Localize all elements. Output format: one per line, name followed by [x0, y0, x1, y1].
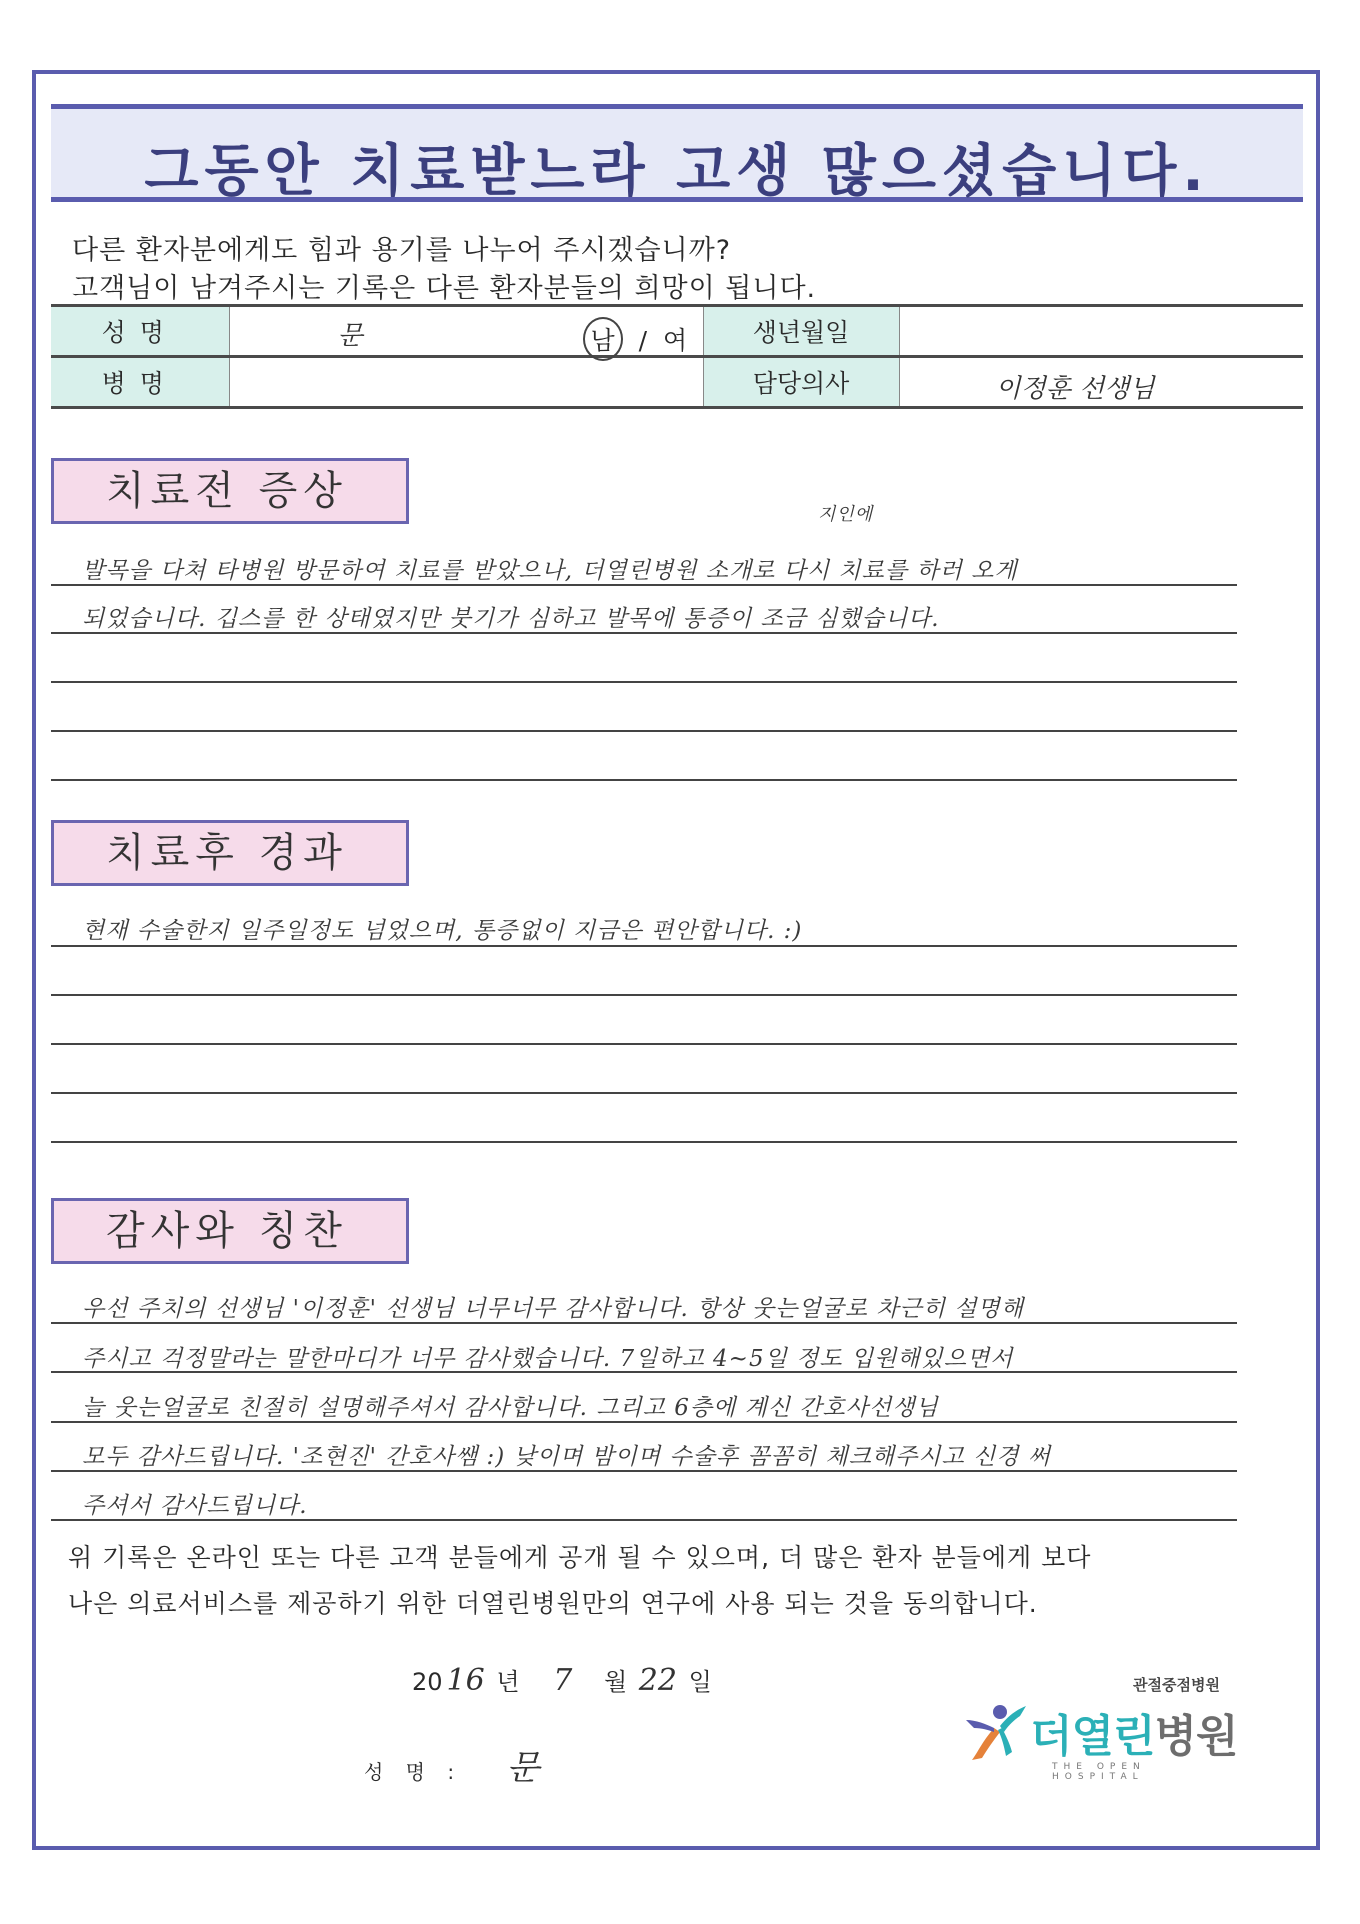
signature-value: 문: [506, 1748, 540, 1788]
signature-row: [364, 1740, 539, 1789]
rule: [51, 632, 1237, 634]
rule: [51, 779, 1237, 781]
thanks-line-4: 모두 감사드립니다. '조현진' 간호사쌤 :) 낮이며 밤이며 수술후 꼼꼼히 체크해주시고 신경 써: [82, 1444, 1051, 1470]
page-title: 그동안 치료받느라 고생 많으셨습니다.: [144, 139, 1210, 204]
after-line-1: 현재 수술한지 일주일정도 넘었으며, 통증없이 지금은 편안합니다. :): [82, 918, 803, 944]
consent-line-2: 나은 의료서비스를 제공하기 위한 더열린병원만의 연구에 사용 되는 것을 동의합니다.: [68, 1589, 1038, 1618]
day-label: 일: [688, 1668, 712, 1696]
rule: [51, 1043, 1237, 1045]
title-banner: [51, 104, 1303, 202]
logo-english: THE OPEN HOSPITAL: [1052, 1762, 1146, 1782]
year-prefix: 20: [412, 1668, 443, 1696]
rule: [51, 584, 1237, 586]
year-suffix: 16: [446, 1663, 485, 1698]
patient-info-table: [51, 304, 1303, 409]
logo-name-part1: 더열린: [1030, 1711, 1155, 1762]
doctor-cell: [899, 357, 1303, 408]
thanks-line-1: 우선 주치의 선생님 '이정훈' 선생님 너무너무 감사합니다. 항상 웃는얼굴로 차근히 설명해: [82, 1296, 1024, 1322]
name-label: 성명: [51, 306, 229, 357]
gender-male-option[interactable]: 남: [583, 317, 623, 361]
thanks-line-3: 늘 웃는얼굴로 친절히 설명해주셔서 감사합니다. 그리고 6층에 계신 간호사선생님: [82, 1395, 939, 1421]
name-value: 문: [337, 321, 363, 351]
hospital-mark-icon: [964, 1698, 1032, 1764]
info-row-name: [51, 306, 1303, 357]
rule: [51, 1141, 1237, 1143]
doctor-value: 이정훈 선생님: [995, 374, 1155, 404]
signature-label: 성 명 :: [364, 1760, 463, 1784]
hospital-logo: [960, 1674, 1242, 1784]
intro-line-1: 다른 환자분에게도 힘과 용기를 나누어 주시겠습니까?: [72, 235, 732, 266]
before-line-1: 발목을 다쳐 타병원 방문하여 치료를 받았으나, 더열린병원 소개로 다시 치료를 하러 오게: [82, 558, 1018, 584]
day-value: 22: [638, 1663, 677, 1698]
rule: [51, 1322, 1237, 1324]
month-label: 월: [603, 1668, 628, 1696]
birth-value[interactable]: [899, 306, 1303, 357]
info-row-disease: [51, 357, 1303, 408]
rule: [51, 994, 1237, 996]
birth-label: 생년월일: [703, 306, 899, 357]
logo-name-part2: 병원: [1154, 1711, 1238, 1762]
section-after-title: 치료후 경과: [51, 820, 409, 886]
doctor-label: 담당의사: [703, 357, 899, 408]
signature-date: [412, 1662, 712, 1698]
rule: [51, 681, 1237, 683]
rule: [51, 1092, 1237, 1094]
intro-line-2: 고객님이 남겨주시는 기록은 다른 환자분들의 희망이 됩니다.: [72, 273, 817, 304]
consent-line-1: 위 기록은 온라인 또는 다른 고객 분들에게 공개 될 수 있으며, 더 많은 환자 분들에게 보다: [68, 1543, 1092, 1572]
thanks-line-5: 주셔서 감사드립니다.: [82, 1493, 308, 1519]
year-label: 년: [496, 1668, 520, 1696]
rule: [51, 1421, 1237, 1423]
gender-female-option[interactable]: 여: [663, 326, 688, 355]
rule: [51, 1371, 1237, 1373]
month-value: 7: [553, 1663, 573, 1698]
disease-value[interactable]: [229, 357, 703, 408]
rule: [51, 1470, 1237, 1472]
rule: [51, 945, 1237, 947]
thanks-line-2: 주시고 걱정말라는 말한마디가 너무 감사했습니다. 7일하고 4~5일 정도 입원해있으면서: [82, 1346, 1014, 1372]
section-before-title: 치료전 증상: [51, 458, 409, 524]
gender-separator: /: [638, 326, 648, 355]
insert-note: 지인에: [818, 504, 874, 525]
disease-label: 병명: [51, 357, 229, 408]
rule: [51, 1519, 1237, 1521]
logo-subtitle: 관절중점병원: [1133, 1676, 1220, 1694]
logo-name: [1030, 1700, 1238, 1764]
section-thanks-title: 감사와 칭찬: [51, 1198, 409, 1264]
rule: [51, 730, 1237, 732]
before-line-2: 되었습니다. 깁스를 한 상태였지만 붓기가 심하고 발목에 통증이 조금 심했습니다.: [82, 606, 940, 632]
name-cell: [229, 306, 703, 357]
